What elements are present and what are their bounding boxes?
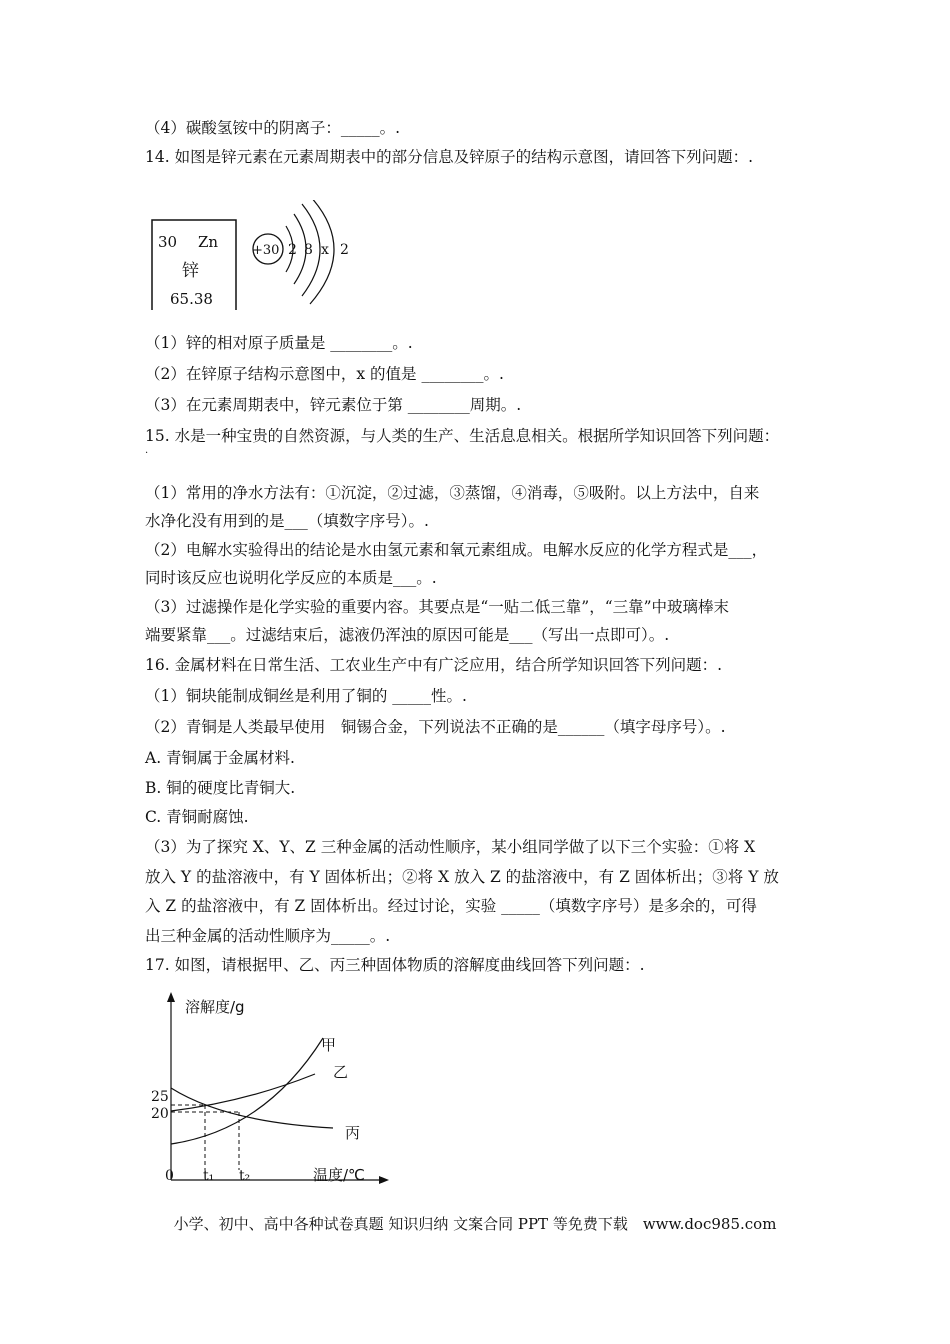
q16-option-c: C. 青铜耐腐蚀. (145, 808, 249, 826)
q16-option-b: B. 铜的硬度比青铜大. (145, 779, 296, 797)
q15-part3-b: 端要紧靠___。过滤结束后，滤液仍浑浊的原因可能是___（写出一点即可）。. (145, 626, 670, 644)
question-14: 14. 如图是锌元素在元素周期表中的部分信息及锌原子的结构示意图，请回答下列问题：. (145, 148, 754, 166)
shell-3-electrons: x (321, 242, 329, 258)
q16-part3-c: 入 Z 的盐溶液中，有 Z 固体析出。经过讨论，实验 _____（填数字序号）是多余的，可得 (145, 897, 757, 915)
atomic-number: 30 (158, 233, 178, 251)
question-15: 15. 水是一种宝贵的自然资源，与人类的生产、生活息息相关。根据所学知识回答下列问题： (145, 427, 780, 445)
q16-part3-a: （3）为了探究 X、Y、Z 三种金属的活动性顺序，某小组同学做了以下三个实验：①将 X (145, 838, 756, 856)
x-axis-arrow (379, 1176, 389, 1184)
page-footer: 小学、初中、高中各种试卷真题 知识归纳 文案合同 PPT 等免费下载 www.doc985.com (173, 1215, 777, 1233)
y-tick-25: 25 (151, 1089, 169, 1105)
q15-part1-a: （1）常用的净水方法有：①沉淀，②过滤，③蒸馏，④消毒，⑤吸附。以上方法中，自来 (145, 484, 760, 502)
q14-part3: （3）在元素周期表中，锌元素位于第 ________周期。. (145, 396, 522, 414)
solubility-chart (145, 990, 395, 1200)
x-tick-t1: t₁ (203, 1168, 215, 1184)
shell-1-electrons: 2 (288, 242, 297, 258)
series-jia-curve (171, 1038, 323, 1144)
series-jia-label: 甲 (321, 1036, 337, 1054)
q14-part2: （2）在锌原子结构示意图中，x 的值是 ________。. (145, 365, 504, 383)
x-tick-t2: t₂ (239, 1168, 251, 1184)
nucleus-charge: +30 (252, 243, 280, 258)
shell-4-electrons: 2 (340, 242, 349, 258)
x-axis-label: 温度/℃ (313, 1166, 365, 1184)
q15-part2-a: （2）电解水实验得出的结论是水由氢元素和氧元素组成。电解水反应的化学方程式是___， (145, 541, 768, 559)
q15-dot: . (145, 445, 149, 456)
x-tick-0: 0 (165, 1168, 174, 1184)
q14-part1: （1）锌的相对原子质量是 ________。. (145, 334, 413, 352)
y-axis-arrow (167, 992, 175, 1002)
q16-part3-d: 出三种金属的活动性顺序为_____。. (145, 927, 391, 945)
q16-part1: （1）铜块能制成铜丝是利用了铜的 _____性。. (145, 687, 467, 705)
y-axis-label: 溶解度/g (185, 998, 245, 1016)
zinc-diagram (148, 200, 368, 310)
q13-part4: （4）碳酸氢铵中的阴离子：_____。. (145, 119, 401, 137)
q16-option-a: A. 青铜属于金属材料. (145, 749, 295, 767)
element-name: 锌 (182, 261, 199, 281)
question-17: 17. 如图，请根据甲、乙、丙三种固体物质的溶解度曲线回答下列问题：. (145, 956, 645, 974)
atomic-mass: 65.38 (170, 290, 213, 308)
question-16: 16. 金属材料在日常生活、工农业生产中有广泛应用，结合所学知识回答下列问题：. (145, 656, 723, 674)
element-symbol: Zn (198, 233, 219, 251)
shell-2-electrons: 8 (304, 242, 313, 258)
series-yi-label: 乙 (333, 1063, 349, 1081)
q15-part3-a: （3）过滤操作是化学实验的重要内容。其要点是“一贴二低三靠”，“三靠”中玻璃棒末 (145, 598, 730, 616)
q15-part2-b: 同时该反应也说明化学反应的本质是___。. (145, 569, 437, 587)
q16-part3-b: 放入 Y 的盐溶液中，有 Y 固体析出；②将 X 放入 Z 的盐溶液中，有 Z 固体析出；③将 Y 放 (145, 868, 779, 886)
q16-part2: （2）青铜是人类最早使用 铜锡合金，下列说法不正确的是______（填字母序号）。. (145, 718, 726, 736)
q15-part1-b: 水净化没有用到的是___（填数字序号）。. (145, 512, 429, 530)
series-bing-label: 丙 (345, 1124, 361, 1142)
y-tick-20: 20 (151, 1106, 169, 1122)
